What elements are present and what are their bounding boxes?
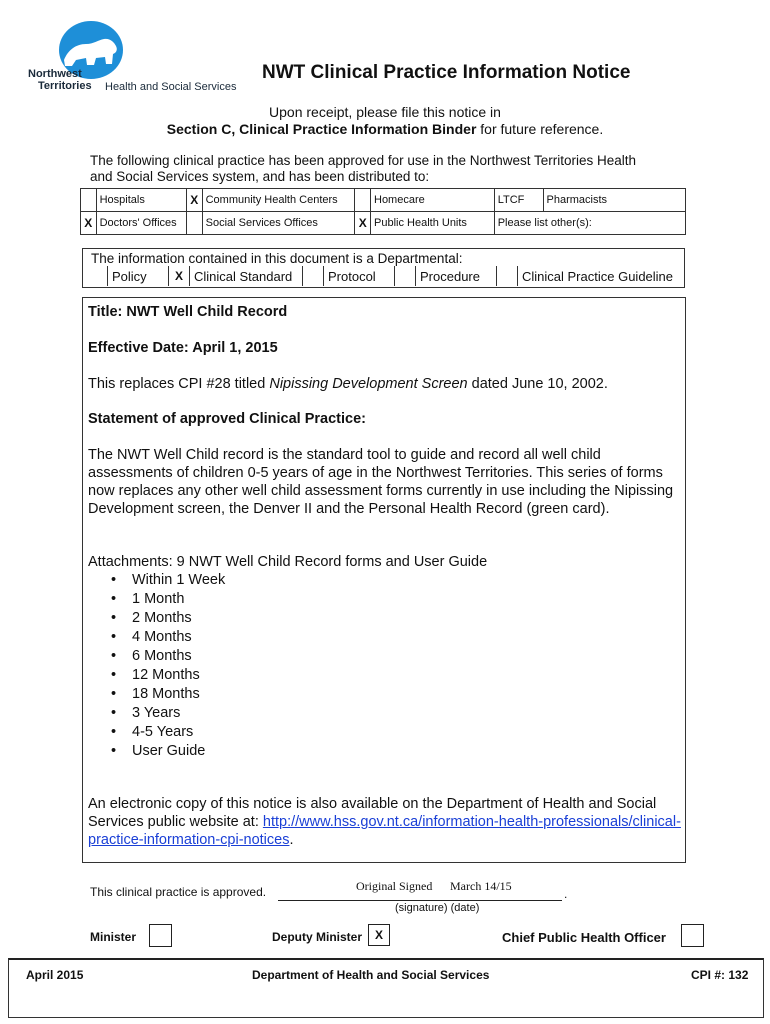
chc-checkbox[interactable]: X (187, 189, 203, 212)
list-item: • 18 Months (88, 685, 682, 704)
public-health-label: Public Health Units (371, 212, 495, 235)
signature-period: . (564, 887, 568, 901)
footer (8, 958, 764, 1018)
homecare-checkbox[interactable] (355, 189, 371, 212)
list-item: • 2 Months (88, 609, 682, 628)
minister-checkbox[interactable] (149, 924, 172, 947)
binder-rest: for future reference. (476, 121, 604, 137)
effective-date (88, 339, 682, 357)
document-type-options (87, 266, 684, 286)
pharmacists-label: Pharmacists (543, 189, 685, 212)
list-item: • 4 Months (88, 628, 682, 647)
social-services-label: Social Services Offices (202, 212, 355, 235)
list-item: • User Guide (88, 742, 682, 761)
guideline-checkbox[interactable] (497, 266, 518, 286)
policy-label: Policy (108, 266, 169, 286)
binder-section: Section C, Clinical Practice Information Binder (166, 121, 477, 137)
hospitals-checkbox[interactable] (81, 189, 97, 212)
statement-heading (88, 410, 682, 428)
signature-line (278, 900, 562, 901)
link-part-1: http://www.hss.gov.nt.ca/information-health- (262, 814, 544, 830)
protocol-checkbox[interactable] (303, 266, 324, 286)
other-label: Please list other(s): (494, 212, 685, 235)
link-part-2: professionals/clinical-practice-information-cpi-notices (88, 814, 681, 848)
ltcf-label: LTCF (494, 189, 543, 212)
replaces-prefix: This replaces CPI #28 titled (88, 376, 270, 392)
distribution-row (81, 189, 686, 212)
signature-date: March 14/15 (450, 879, 512, 893)
cpi-title (88, 303, 682, 321)
electronic-copy-note (88, 795, 682, 849)
distribution-row (81, 212, 686, 235)
procedure-checkbox[interactable] (395, 266, 416, 286)
guideline-label: Clinical Practice Guideline (518, 266, 685, 286)
doctors-checkbox[interactable]: X (81, 212, 97, 235)
standard-label: Clinical Standard (190, 266, 303, 286)
receipt-instruction: Upon receipt, please file this notice in (269, 104, 501, 120)
cpho-label: Chief Public Health Officer (502, 930, 666, 945)
electronic-copy-text: An electronic copy of this notice is also available on the Department of Health and Social Services public website at: (88, 796, 657, 830)
footer-date: April 2015 (26, 968, 84, 982)
replaces-suffix: dated June 10, 2002. (467, 376, 608, 392)
list-item: • Within 1 Week (88, 571, 682, 590)
replaces-note (88, 375, 682, 393)
hospitals-label: Hospitals (96, 189, 186, 212)
nwt-logo (28, 20, 256, 98)
org-name-line1: Northwest (28, 68, 82, 80)
attachments-section (88, 571, 682, 761)
footer-department: Department of Health and Social Services (252, 968, 490, 982)
approval-label: This clinical practice is approved. (90, 885, 267, 899)
procedure-label: Procedure (416, 266, 497, 286)
standard-checkbox[interactable]: X (169, 266, 190, 286)
document-type-box (82, 248, 685, 288)
minister-label: Minister (90, 930, 137, 944)
deputy-minister-checkbox[interactable]: X (368, 924, 390, 946)
document-type-row (87, 266, 684, 286)
distribution-intro: The following clinical practice has been approved for use in the Northwest Territories Health and Social Services system, and has been distributed to: (90, 153, 637, 184)
binder-instruction (0, 121, 770, 137)
document-title: NWT Clinical Practice Information Notice (262, 62, 631, 83)
org-name-line2: Territories (38, 80, 92, 92)
homecare-label: Homecare (371, 189, 495, 212)
signature-caption: (signature) (date) (395, 902, 480, 914)
doctors-label: Doctors' Offices (96, 212, 186, 235)
list-item: • 3 Years (88, 704, 682, 723)
statement-body: The NWT Well Child record is the standard tool to guide and record all well child assessments of children 0-5 years of age in the Northwest Territories. This series of forms now replaces any other well child assessment forms currently in use including the Nipissing Development screen, the Denver II and the Personal Health Record (green card). (88, 447, 674, 517)
document-type-heading: The information contained in this document is a Departmental: (91, 251, 463, 266)
policy-checkbox[interactable] (87, 266, 108, 286)
list-item: • 6 Months (88, 647, 682, 666)
list-item: • 12 Months (88, 666, 682, 685)
content-box (82, 297, 686, 863)
protocol-label: Protocol (324, 266, 395, 286)
attachments-heading: Attachments: 9 NWT Well Child Record forms and User Guide (88, 554, 488, 570)
attachments-list (88, 571, 682, 761)
cpi-title-text: Title: NWT Well Child Record (88, 304, 288, 320)
list-item: • 1 Month (88, 590, 682, 609)
org-name-line3: Health and Social Services (105, 81, 237, 93)
cpho-checkbox[interactable] (681, 924, 704, 947)
signature-text: Original Signed (356, 879, 433, 893)
distribution-table (80, 188, 686, 235)
footer-cpi-number: CPI #: 132 (691, 968, 749, 982)
deputy-minister-label: Deputy Minister (272, 930, 363, 944)
effective-date-text: Effective Date: April 1, 2015 (88, 340, 278, 356)
list-item: • 4-5 Years (88, 723, 682, 742)
statement-heading-text: Statement of approved Clinical Practice: (88, 411, 366, 427)
social-services-checkbox[interactable] (187, 212, 203, 235)
link-period: . (289, 832, 294, 848)
public-health-checkbox[interactable]: X (355, 212, 371, 235)
replaced-document-title: Nipissing Development Screen (269, 376, 468, 392)
chc-label: Community Health Centers (202, 189, 355, 212)
